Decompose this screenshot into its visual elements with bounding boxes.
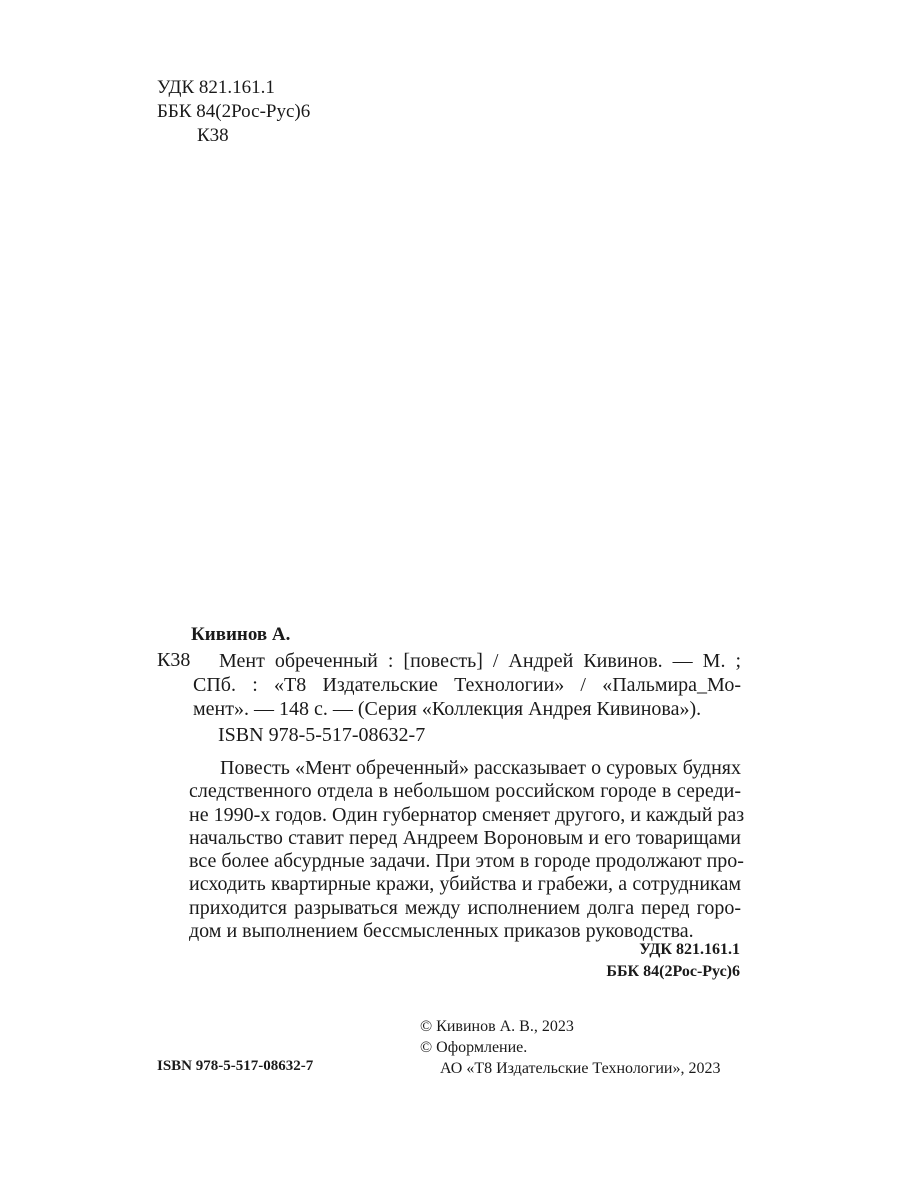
author-mark: К38 — [197, 125, 229, 146]
copyright-block — [420, 1016, 721, 1079]
annotation-line: начальство ставит перед Андреем Вороновым и его товарищами — [189, 826, 741, 849]
annotation — [189, 757, 745, 943]
isbn-entry: ISBN 978-5-517-08632-7 — [218, 724, 426, 746]
annotation-line: исходить квартирные кражи, убийства и грабежи, а сотрудникам — [189, 873, 741, 896]
description-line: мент». — 148 с. — (Серия «Коллекция Андрея Кивинова»). — [193, 698, 702, 720]
bibliographic-description — [193, 649, 741, 721]
copyright-publisher: АО «Т8 Издательские Технологии», 2023 — [440, 1060, 721, 1077]
annotation-line: не 1990-х годов. Один губернатор сменяет другого, и каждый раз — [189, 803, 745, 826]
annotation-line: Повесть «Мент обреченный» рассказывает о суровых буднях — [220, 757, 741, 779]
annotation-line: следственного отдела в небольшом российском городе в середи- — [189, 780, 741, 803]
description-line: СПб. : «Т8 Издательские Технологии» / «Пальмира_Мо- — [193, 674, 741, 696]
copyright-author: © Кивинов А. В., 2023 — [420, 1018, 574, 1035]
annotation-line: дом и выполнением бессмысленных приказов руководства. — [189, 920, 694, 943]
copyright-design: © Оформление. — [420, 1039, 528, 1056]
description-line: Мент обреченный : [повесть] / Андрей Кивинов. — М. ; — [219, 650, 741, 672]
udk-code: УДК 821.161.1 — [157, 77, 275, 98]
annotation-line: приходится разрываться между исполнением долга перед горо- — [189, 896, 741, 919]
classification-codes-bottom — [560, 939, 740, 983]
annotation-line: все более абсурдные задачи. При этом в городе продолжают про- — [189, 850, 744, 873]
bbk-code: ББК 84(2Рос-Рус)6 — [157, 101, 311, 122]
author-heading: Кивинов А. — [191, 624, 291, 645]
index-code: К38 — [157, 649, 191, 671]
udk-code: УДК 821.161.1 — [639, 941, 740, 958]
classification-codes-top — [157, 76, 310, 148]
isbn-footer: ISBN 978-5-517-08632-7 — [157, 1058, 314, 1074]
bbk-code: ББК 84(2Рос-Рус)6 — [606, 963, 740, 980]
